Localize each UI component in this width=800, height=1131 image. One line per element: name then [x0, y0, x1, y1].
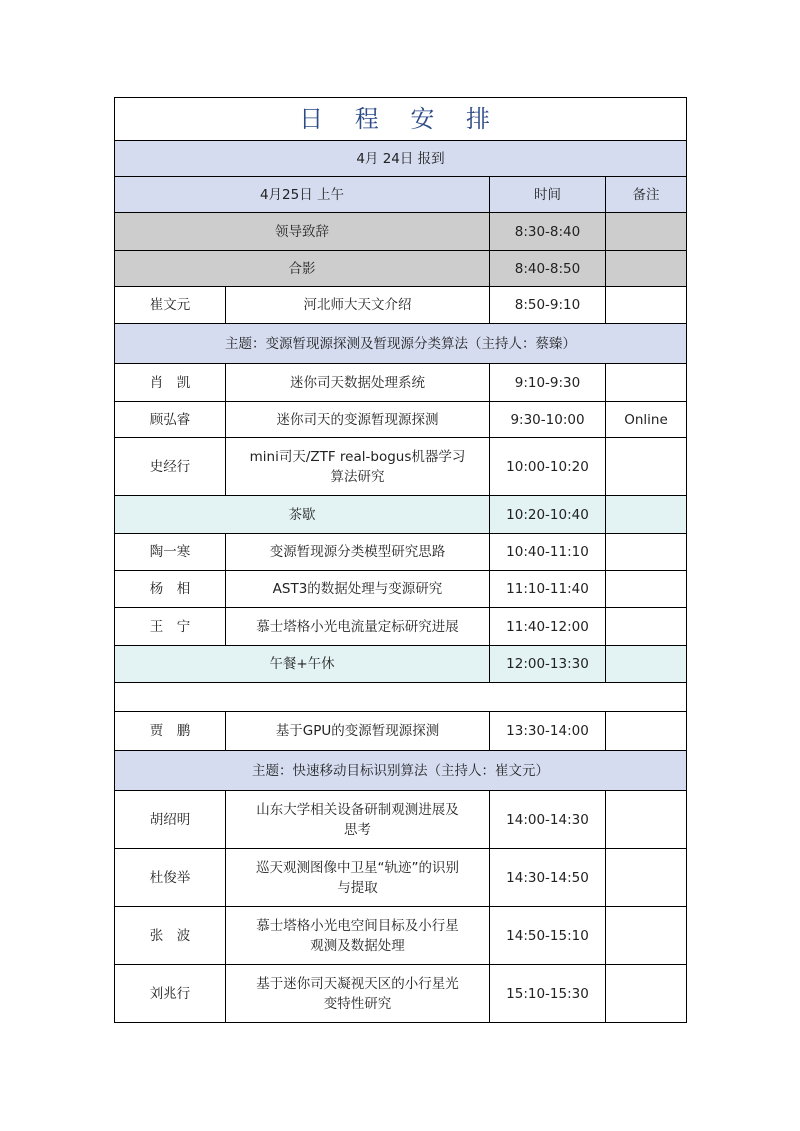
time-cell: 8:50-9:10 [490, 287, 606, 324]
talk-title-line: 变特性研究 [323, 995, 392, 1012]
talk-title [226, 907, 490, 965]
talk-title [226, 438, 490, 496]
speaker-name: 杨 相 [115, 571, 226, 608]
note-cell [606, 965, 687, 1023]
time-cell: 10:40-11:10 [490, 534, 606, 571]
talk-title [226, 791, 490, 849]
theme-header: 主题：变源暂现源探测及暂现源分类算法（主持人：蔡臻） [115, 324, 687, 364]
time-cell: 11:10-11:40 [490, 571, 606, 608]
time-cell: 11:40-12:00 [490, 608, 606, 646]
talk-title-line: 山东大学相关设备研制观测进展及 [256, 801, 459, 818]
speaker-name: 王 宁 [115, 608, 226, 646]
time-cell: 15:10-15:30 [490, 965, 606, 1023]
talk-title: 河北师大天文介绍 [226, 287, 490, 324]
speaker-name: 顾弘睿 [115, 402, 226, 438]
talk-title: 迷你司天数据处理系统 [226, 364, 490, 402]
time-cell: 13:30-14:00 [490, 712, 606, 751]
speaker-name: 崔文元 [115, 287, 226, 324]
spacer-row [115, 683, 687, 712]
time-header: 时间 [490, 177, 606, 213]
agenda-item: 午餐+午休 [115, 646, 490, 683]
time-cell: 12:00-13:30 [490, 646, 606, 683]
time-cell: 8:40-8:50 [490, 251, 606, 287]
note-cell [606, 287, 687, 324]
note-cell: Online [606, 402, 687, 438]
talk-title-line: 基于迷你司天凝视天区的小行星光 [256, 975, 459, 992]
talk-title: 变源暂现源分类模型研究思路 [226, 534, 490, 571]
speaker-name: 胡绍明 [115, 791, 226, 849]
time-cell: 9:30-10:00 [490, 402, 606, 438]
session-header: 4月25日 上午 [115, 177, 490, 213]
registration-day: 4月 24日 报到 [115, 141, 687, 177]
note-cell [606, 849, 687, 907]
speaker-name: 陶一寒 [115, 534, 226, 571]
talk-title [226, 965, 490, 1023]
note-cell [606, 251, 687, 287]
speaker-name: 贾 鹏 [115, 712, 226, 751]
talk-title: 慕士塔格小光电流量定标研究进展 [226, 608, 490, 646]
note-cell [606, 213, 687, 251]
talk-title: AST3的数据处理与变源研究 [226, 571, 490, 608]
note-cell [606, 438, 687, 496]
time-cell: 14:50-15:10 [490, 907, 606, 965]
agenda-item: 合影 [115, 251, 490, 287]
note-cell [606, 608, 687, 646]
note-cell [606, 364, 687, 402]
agenda-item: 茶歇 [115, 496, 490, 534]
time-cell: 10:20-10:40 [490, 496, 606, 534]
time-cell: 10:00-10:20 [490, 438, 606, 496]
speaker-name: 杜俊举 [115, 849, 226, 907]
talk-title-line: 算法研究 [330, 468, 385, 485]
note-cell [606, 646, 687, 683]
note-cell [606, 571, 687, 608]
talk-title-line: 思考 [344, 821, 371, 838]
speaker-name: 刘兆行 [115, 965, 226, 1023]
note-header: 备注 [606, 177, 687, 213]
agenda-item: 领导致辞 [115, 213, 490, 251]
speaker-name: 肖 凯 [115, 364, 226, 402]
speaker-name: 张 波 [115, 907, 226, 965]
schedule-table [114, 97, 687, 1023]
note-cell [606, 907, 687, 965]
time-cell: 8:30-8:40 [490, 213, 606, 251]
talk-title-line: 慕士塔格小光电空间目标及小行星 [256, 917, 459, 934]
talk-title [226, 849, 490, 907]
talk-title: 基于GPU的变源暂现源探测 [226, 712, 490, 751]
note-cell [606, 534, 687, 571]
theme-header: 主题：快速移动目标识别算法（主持人：崔文元） [115, 751, 687, 791]
speaker-name: 史经行 [115, 438, 226, 496]
note-cell [606, 496, 687, 534]
talk-title-line: 巡天观测图像中卫星“轨迹”的识别 [256, 859, 459, 876]
talk-title-line: mini司天/ZTF real-bogus机器学习 [249, 448, 466, 465]
talk-title: 迷你司天的变源暂现源探测 [226, 402, 490, 438]
note-cell [606, 791, 687, 849]
note-cell [606, 712, 687, 751]
time-cell: 14:00-14:30 [490, 791, 606, 849]
time-cell: 14:30-14:50 [490, 849, 606, 907]
talk-title-line: 与提取 [337, 879, 378, 896]
time-cell: 9:10-9:30 [490, 364, 606, 402]
talk-title-line: 观测及数据处理 [310, 937, 405, 954]
page-title: 日 程 安 排 [115, 98, 687, 141]
